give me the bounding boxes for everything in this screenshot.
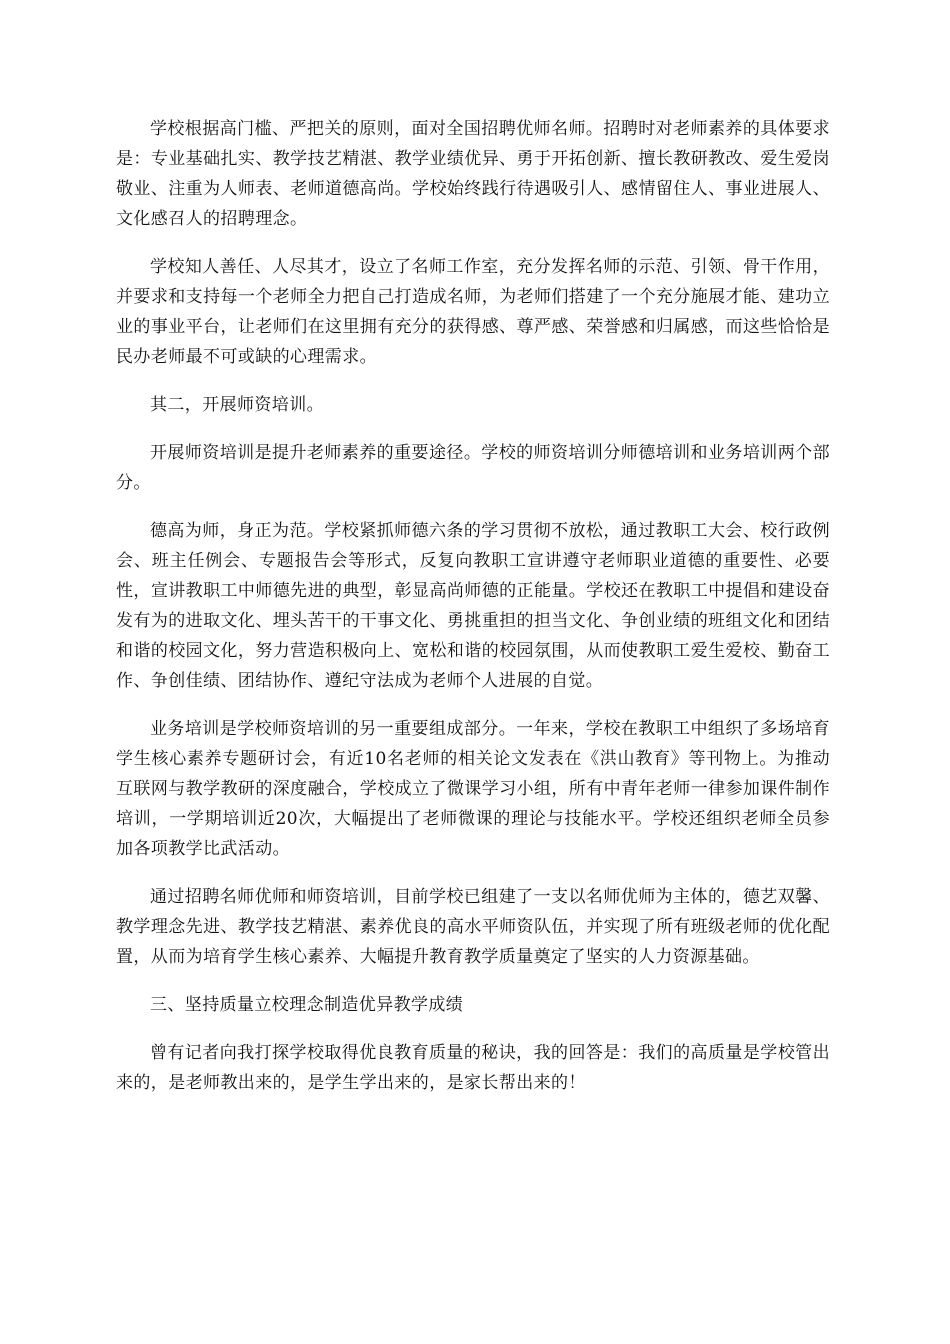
paragraph-team-summary: 通过招聘名师优师和师资培训，目前学校已组建了一支以名师优师为主体的，德艺双馨、教学理念先进、教学技艺精湛、素养优良的高水平师资队伍，并实现了所有班级老师的优化配置，从而为培育学生核心素养、大幅提升教育教学质量奠定了坚实的人力资源基础。	[116, 887, 830, 967]
paragraph-professional-training: 业务培训是学校师资培训的另一重要组成部分。一年来，学校在教职工中组织了多场培育学生核心素养专题研讨会，有近10名老师的相关论文发表在《洪山教育》等刊物上。为推动互联网与教学教研的深度融合，学校成立了微课学习小组，所有中青年老师一律参加课件制作培训，一学期培训近20次，大幅提出了老师微课的理论与技能水平。学校还组织老师全员参加各项教学比武活动。	[116, 719, 830, 859]
section-heading-quality: 三、坚持质量立校理念制造优异教学成绩	[150, 995, 464, 1015]
paragraph-training-overview: 开展师资培训是提升老师素养的重要途径。学校的师资培训分师德培训和业务培训两个部分。	[116, 443, 830, 493]
section-heading-teacher-training: 其二，开展师资培训。	[150, 395, 324, 415]
document-page	[116, 114, 830, 1116]
paragraph-master-teacher-studio: 学校知人善任、人尽其才，设立了名师工作室，充分发挥名师的示范、引领、骨干作用，并要求和支持每一个老师全力把自己打造成名师，为老师们搭建了一个充分施展才能、建功立业的事业平台，让老师们在这里拥有充分的获得感、尊严感、荣誉感和归属感，而这些恰恰是民办老师最不可或缺的心理需求。	[116, 257, 830, 367]
paragraph-ethics-training: 德高为师，身正为范。学校紧抓师德六条的学习贯彻不放松，通过教职工大会、校行政例会、班主任例会、专题报告会等形式，反复向教职工宣讲遵守老师职业道德的重要性、必要性，宣讲教职工中师德先进的典型，彰显高尚师德的正能量。学校还在教职工中提倡和建设奋发有为的进取文化、埋头苦干的干事文化、勇挑重担的担当文化、争创业绩的班组文化和团结和谐的校园文化，努力营造积极向上、宽松和谐的校园氛围，从而使教职工爱生爱校、勤奋工作、争创佳绩、团结协作、遵纪守法成为老师个人进展的自觉。	[116, 521, 830, 691]
paragraph-teacher-recruitment: 学校根据高门槛、严把关的原则，面对全国招聘优师名师。招聘时对老师素养的具体要求是：专业基础扎实、教学技艺精湛、教学业绩优异、勇于开拓创新、擅长教研教改、爱生爱岗敬业、注重为人师表、老师道德高尚。学校始终践行待遇吸引人、感情留住人、事业进展人、文化感召人的招聘理念。	[116, 119, 830, 229]
paragraph-quality-secret: 曾有记者向我打探学校取得优良教育质量的秘诀，我的回答是：我们的高质量是学校管出来的，是老师教出来的，是学生学出来的，是家长帮出来的！	[116, 1043, 830, 1093]
